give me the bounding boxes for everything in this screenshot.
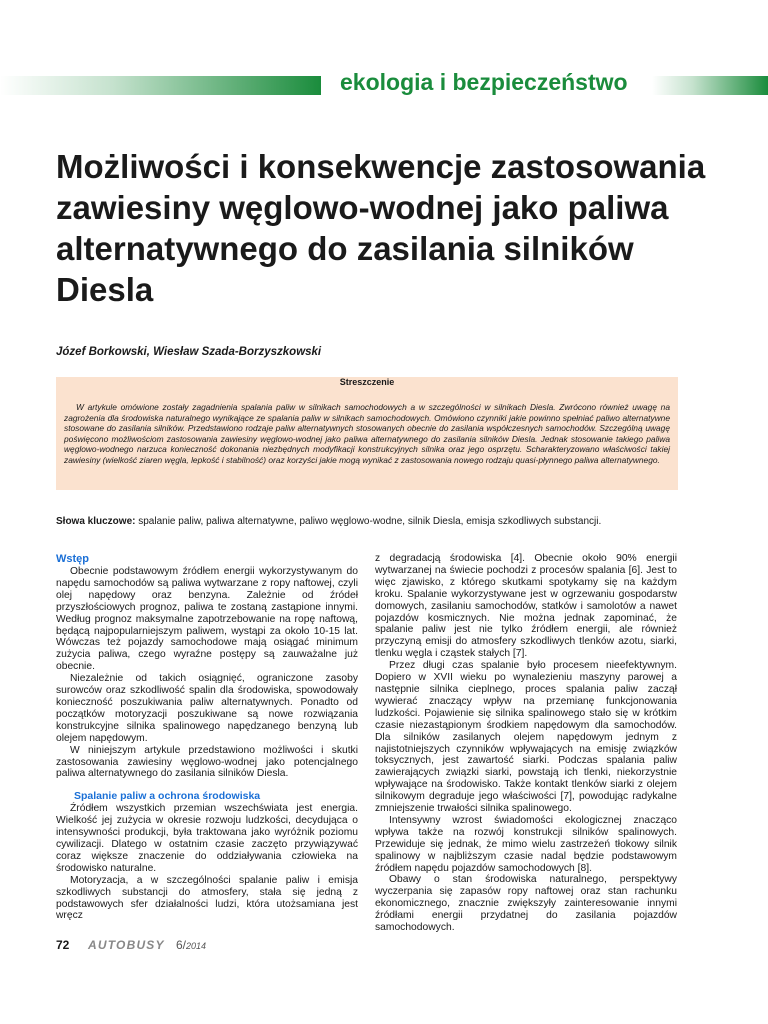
paragraph: Niezależnie od takich osiągnięć, ograniczone zasoby surowców oraz szkodliwość spalin dla środowiska, spowodowały konieczność poszukiwania paliw alternatywnych. Ponadto od początków motoryzacji poszukiwane są nowe rozwiązania konstrukcyjne silnika spalinowego napędzanego benzyną lub olejem napędowym. [56,673,358,744]
keywords-text: spalanie paliw, paliwa alternatywne, paliwo węglowo-wodne, silnik Diesla, emisja szkodliwych substancji. [135,516,602,527]
paragraph: Intensywny wzrost świadomości ekologicznej znacząco wpływa także na rozwój konstrukcji silników spalinowych. Przewiduje się jednak, że mimo wielu zastrzeżeń tłokowy silnik spalinowy w najbliższym czasie nadal będzie podstawowym źródłem napędu pojazdów samochodowych [8]. [375,814,677,874]
paragraph: z degradacją środowiska [4]. Obecnie około 90% energii wytwarzanej na świecie pochodzi z procesów spalania [6]. Jest to więc zjawisko, z którego skutkami spotykamy się na każdym kroku. Spalanie wykorzystywane jest w ogrzewaniu gospodarstw domowych, zasilaniu samochodów, statków i samolotów a nawet pojazdów kosmicznych. Nie można jednak zapominać, że spalanie paliw jest nie tylko źródłem energii, ale również przyczyną emisji do atmosfery szkodliwych tlenków azotu, siarki, tlenku węgla i cząstek stałych [7]. [375,553,677,660]
paragraph: Obecnie podstawowym źródłem energii wykorzystywanym do napędu samochodów są paliwa wytwarzane z ropy naftowej, czyli olej napędowy oraz benzyna. Zależnie od źródeł przyszłościowych prognoz, paliwa te zostaną zastąpione innymi. Według prognoz maksymalne zapotrzebowanie na ropę naftową, będącą najpopularniejszym paliwem, wystąpi za około 10-15 lat. Wówczas też pojazdy samochodowe mają osiągać minimum zużycia paliwa, czego wyraźne postępy są zauważalne już obecnie. [56,566,358,673]
issue-num: 6/ [176,938,187,952]
abstract-text: W artykule omówione zostały zagadnienia spalania paliw w silnikach samochodowych a w szczególności w silnikach Diesla. Zwrócono również uwagę na zagrożenia dla środowiska naturalnego wynikające ze spalania paliw w silnikach samochodowych. Omówiono czynniki jakie powinno spełniać paliwo alternatywne stosowane do zasilania silników. Przedstawiono rodzaje paliw alternatywnych stosowanych obecnie do zasilania współczesnych samochodów. Szczególną uwagę poświęcono możliwościom zastosowania zawiesiny węglowo-wodnej jako paliwa alternatywnego do zasilania silników Diesla. Jednak stosowanie takiego paliwa węglowo-wodnego narzuca konieczność dokonania niezbędnych modyfikacji konstrukcyjnych silnika oraz jego osprzętu. Scharakteryzowano właściwości takiej zawiesiny (wielkość ziaren węgla, lepkość i stabilność) oraz korzyści jakie mogą wynikać z zastosowania nowego rodzaju quasi-płynnego paliwa alternatywnego. [64,402,670,465]
keywords [56,515,696,528]
article-authors: Józef Borkowski, Wiesław Szada-Borzyszkowski [56,346,322,358]
issue-number [176,938,206,952]
body-column-right [375,553,677,934]
keywords-label: Słowa kluczowe: [56,516,136,527]
magazine-name: AUTOBUSY [88,938,165,952]
paragraph: Przez długi czas spalanie było procesem nieefektywnym. Dopiero w XVII wieku po wynalezieniu maszyny parowej a następnie silnika cieplnego, proces spalania paliw zaczął wywierać znaczący wpływ na przemianę funkcjonowania ludzkości. Pojawienie się silnika spalinowego stało się w krótkim czasie niezastąpionym środkiem napędowym dla samochodów. Dla silników zasilanych olejem napędowym jednym z najistotniejszych czynników wpływających na emisję związków toksycznych, jest zawartość siarki. Podczas spalania paliw zawierających związki siarki, powstają ich tlenki, niekorzystnie wpływające na środowisko. Także kontakt tlenków siarki z olejem silnikowym degraduje jego właściwości [7], powodując radykalne zmniejszenie trwałości silnika spalinowego. [375,660,677,815]
page-number: 72 [56,938,70,952]
paragraph: Motoryzacja, a w szczególności spalanie paliw i emisja szkodliwych substancji do atmosfery, stała się jedną z podstawowych sfer działalności ludzi, która utożsamiana jest wręcz [56,874,358,922]
abstract-box [56,377,678,490]
header-bar-right [652,76,768,95]
paragraph: W niniejszym artykule przedstawiono możliwości i skutki zastosowania zawiesiny węglowo-wodnej jako potencjalnego paliwa alternatywnego do zasilania silników Diesla. [56,744,358,780]
abstract-heading: Streszczenie [339,377,395,387]
header-bar-left [0,76,321,95]
paragraph: Źródłem wszystkich przemian wszechświata jest energia. Wielkość jej zużycia w okresie rozwoju ludzkości, decydująca o intensywności produkcji, była traktowana jako wyróżnik poziomu cywilizacji. Dlatego w ostatnim czasie zaczęto przywiązywać coraz większe znaczenie do oddziaływania człowieka na środowisko naturalne. [56,803,358,874]
body-column-left [56,553,358,922]
section-label: ekologia i bezpieczeństwo [340,69,628,95]
heading-intro: Wstęp [56,553,89,565]
heading-combustion: Spalanie paliw a ochrona środowiska [74,790,261,803]
paragraph: Obawy o stan środowiska naturalnego, perspektywy wyczerpania się zapasów ropy naftowej oraz stan rachunku ekonomicznego, znacznie zwiększyły zainteresowanie innymi źródłami energii przydatnej do zasilania pojazdów samochodowych. [375,874,677,934]
issue-year: 2014 [186,941,207,951]
article-title: Możliwości i konsekwencje zastosowania zawiesiny węglowo-wodnej jako paliwa alternatywnego do zasilania silników Diesla [56,148,706,308]
